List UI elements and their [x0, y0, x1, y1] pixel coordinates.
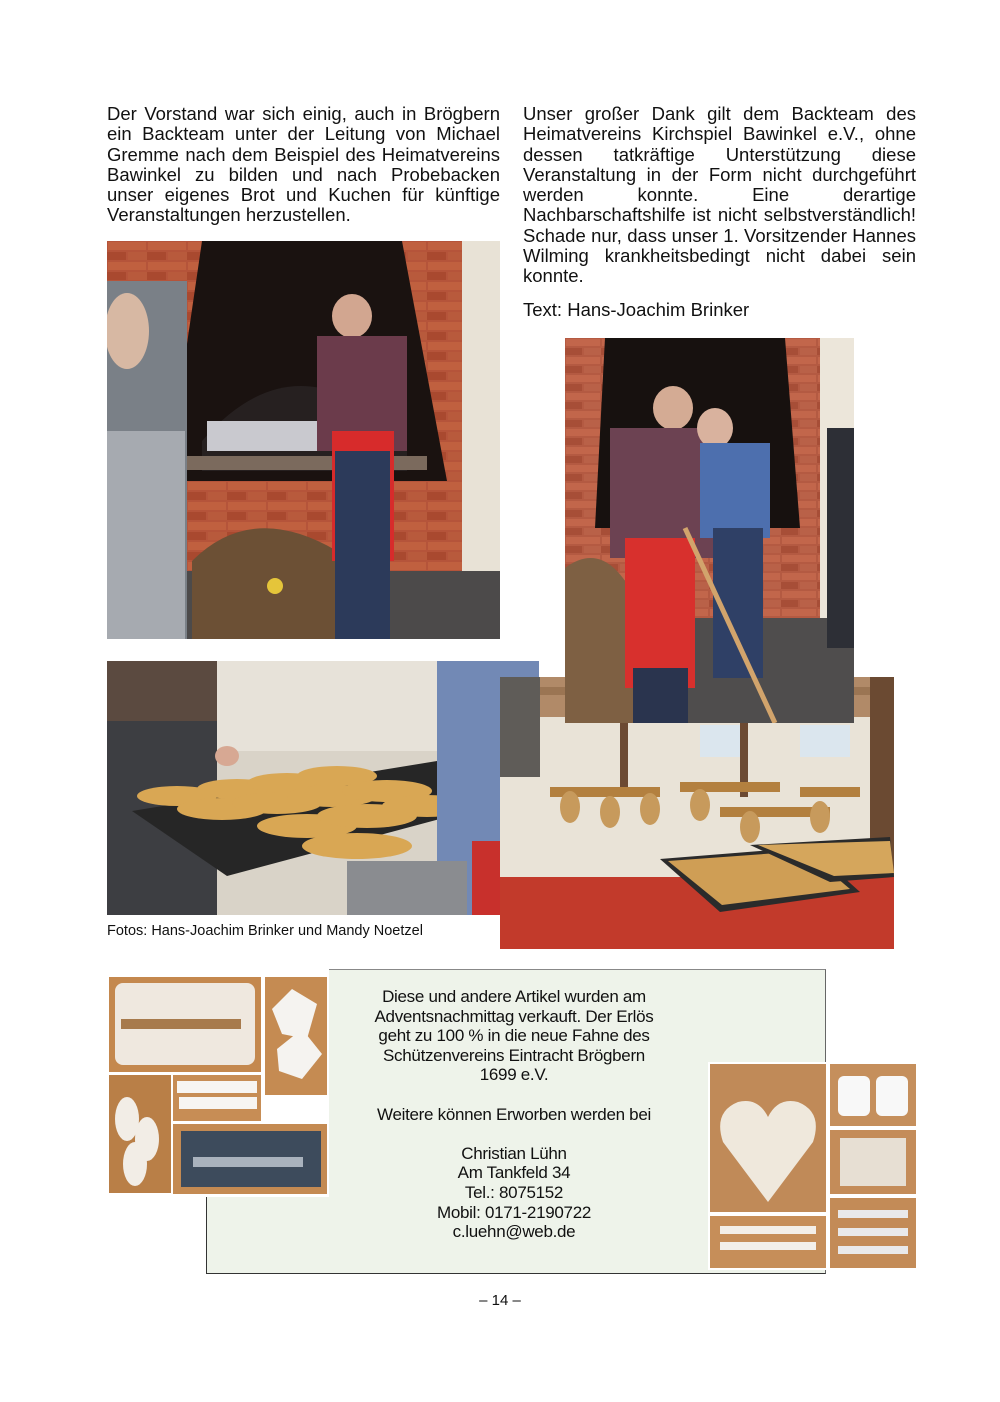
article-right-text: Unser großer Dank gilt dem Backteam des Heimatvereins Kirchspiel Bawinkel e.V., ohne dessen tatkräftige Unterstützung diese Veranstaltung in der Form nicht durchgeführt werden konnte. Eine derartige Nachbarschaftshilfe ist nicht selbstverständlich! Schade nur, dass unser 1. Vorsitzender Hannes Wilming krankheitsbedingt nicht dabei sein konnte.	[523, 103, 916, 287]
article-left-column	[107, 104, 500, 226]
info-line: Adventsnachmittag verkauft. Der Erlös	[374, 1006, 654, 1026]
contact-phone: Tel.: 8075152	[464, 1182, 564, 1202]
info-line	[330, 1085, 698, 1105]
text-credit: Text: Hans-Joachim Brinker	[523, 299, 750, 320]
page-number: – 14 –	[479, 1292, 521, 1309]
photo-products-collage-left	[107, 969, 329, 1197]
info-line: geht zu 100 % in die neue Fahne des	[378, 1026, 650, 1046]
photo-products-collage-right	[708, 1062, 918, 1270]
info-line	[330, 1124, 698, 1144]
contact-mobile: Mobil: 0171-2190722	[436, 1202, 592, 1222]
info-line: Diese und andere Artikel wurden am	[382, 987, 646, 1006]
contact-address: Am Tankfeld 34	[457, 1163, 571, 1183]
photo-oven-two-men	[565, 338, 854, 723]
contact-email: c.luehn@web.de	[452, 1222, 576, 1242]
article-right-column	[523, 104, 916, 287]
info-line: Schützenvereins Eintracht Brögbern	[383, 1045, 645, 1065]
contact-name: Christian Lühn	[461, 1143, 567, 1163]
article-left-text: Der Vorstand war sich einig, auch in Brögbern ein Backteam unter der Leitung von Michael Gremme nach dem Beispiel des Heimatvereins Bawinkel zu bilden und nach Probebacken unser eigenes Brot und Kuchen für künftige Veranstaltungen herzustellen.	[107, 103, 500, 226]
photo-oven-loading	[107, 241, 500, 639]
photo-credit: Fotos: Hans-Joachim Brinker und Mandy Noetzel	[107, 923, 429, 939]
photo-bread-loaves	[107, 661, 539, 915]
info-line: 1699 e.V.	[479, 1065, 549, 1085]
info-box-text	[330, 987, 698, 1242]
info-line: Weitere können Erworben werden bei	[377, 1104, 651, 1124]
